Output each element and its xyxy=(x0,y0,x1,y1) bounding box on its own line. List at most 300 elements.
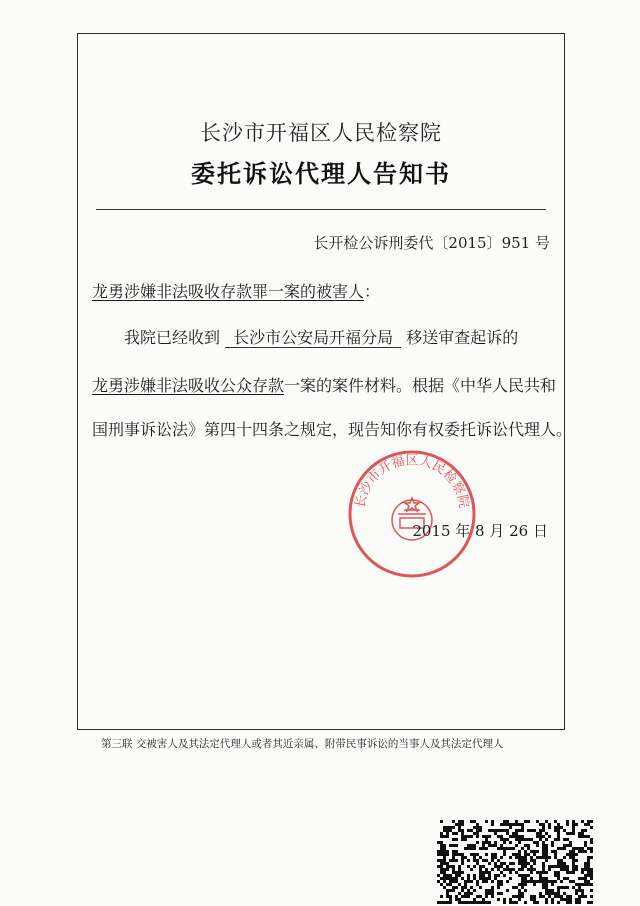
barcode-module xyxy=(563,868,566,871)
barcode-module xyxy=(527,880,530,883)
barcode-module xyxy=(503,820,506,823)
barcode-module xyxy=(554,853,557,856)
title-divider xyxy=(96,209,546,210)
barcode-module xyxy=(587,901,590,904)
barcode-module xyxy=(527,874,530,877)
barcode-module xyxy=(497,883,500,886)
barcode-module xyxy=(449,826,452,829)
barcode-module xyxy=(590,856,593,859)
barcode-module xyxy=(569,871,572,874)
barcode-module xyxy=(440,820,443,823)
barcode-module xyxy=(590,847,593,850)
barcode-module xyxy=(554,838,557,841)
barcode-module xyxy=(530,850,533,853)
body-line-2-suffix: 一案的案件材料。根据《中华人民共和 xyxy=(284,376,557,395)
barcode-module xyxy=(476,835,479,838)
barcode-module xyxy=(566,877,569,880)
barcode-module xyxy=(440,883,443,886)
barcode-module xyxy=(437,865,440,868)
addressee-name: 龙勇涉嫌非法吸收存款罪一案的被害人 xyxy=(92,282,365,301)
barcode-module xyxy=(491,856,494,859)
barcode-module xyxy=(518,838,521,841)
barcode-module xyxy=(524,877,527,880)
barcode-module xyxy=(548,889,551,892)
barcode-module xyxy=(452,844,455,847)
barcode-module xyxy=(491,859,494,862)
barcode-module xyxy=(449,859,452,862)
barcode-module xyxy=(500,865,503,868)
barcode-module xyxy=(449,844,452,847)
barcode-module xyxy=(578,895,581,898)
barcode-module xyxy=(485,859,488,862)
barcode-module xyxy=(545,850,548,853)
barcode-module xyxy=(584,895,587,898)
barcode-module xyxy=(545,853,548,856)
barcode-module xyxy=(443,826,446,829)
barcode-module xyxy=(539,895,542,898)
barcode-module xyxy=(476,853,479,856)
barcode-module xyxy=(443,853,446,856)
barcode-module xyxy=(584,850,587,853)
barcode-module xyxy=(542,883,545,886)
barcode-module xyxy=(440,895,443,898)
barcode-module xyxy=(545,892,548,895)
barcode-module xyxy=(581,832,584,835)
barcode-module xyxy=(461,838,464,841)
barcode-module xyxy=(500,880,503,883)
barcode-module xyxy=(554,865,557,868)
barcode-module xyxy=(524,889,527,892)
barcode-module xyxy=(581,895,584,898)
barcode-module xyxy=(536,835,539,838)
barcode-module xyxy=(533,850,536,853)
barcode-module xyxy=(524,874,527,877)
barcode-module xyxy=(437,880,440,883)
barcode-module xyxy=(482,859,485,862)
barcode-module xyxy=(509,868,512,871)
barcode-module xyxy=(491,868,494,871)
barcode-module xyxy=(566,823,569,826)
barcode-module xyxy=(473,859,476,862)
barcode-module xyxy=(458,823,461,826)
barcode-module xyxy=(461,823,464,826)
barcode-module xyxy=(446,835,449,838)
body-line-1 xyxy=(124,325,518,348)
barcode-module xyxy=(467,829,470,832)
barcode-module xyxy=(590,838,593,841)
barcode-module xyxy=(497,892,500,895)
barcode-module xyxy=(572,850,575,853)
barcode-module xyxy=(542,829,545,832)
barcode-module xyxy=(566,898,569,901)
barcode-module xyxy=(452,859,455,862)
barcode-module xyxy=(536,880,539,883)
barcode-module xyxy=(443,835,446,838)
barcode-module xyxy=(440,865,443,868)
barcode-module xyxy=(482,847,485,850)
barcode-module xyxy=(581,889,584,892)
barcode-module xyxy=(542,871,545,874)
barcode-module xyxy=(515,820,518,823)
barcode-module xyxy=(551,883,554,886)
barcode-module xyxy=(500,871,503,874)
barcode-module xyxy=(575,859,578,862)
barcode-module xyxy=(521,883,524,886)
barcode-module xyxy=(557,877,560,880)
barcode-module xyxy=(491,892,494,895)
barcode-module xyxy=(572,868,575,871)
barcode-module xyxy=(449,883,452,886)
barcode-module xyxy=(554,880,557,883)
barcode-module xyxy=(503,850,506,853)
barcode-module xyxy=(578,835,581,838)
barcode-module xyxy=(479,865,482,868)
barcode-module xyxy=(479,895,482,898)
barcode-module xyxy=(470,829,473,832)
barcode-module xyxy=(488,835,491,838)
barcode-module xyxy=(470,844,473,847)
barcode-module xyxy=(494,862,497,865)
barcode-module xyxy=(566,886,569,889)
barcode-module xyxy=(527,829,530,832)
barcode-module xyxy=(584,868,587,871)
barcode-module xyxy=(515,886,518,889)
barcode-module xyxy=(548,826,551,829)
barcode-module xyxy=(557,826,560,829)
barcode-module xyxy=(557,874,560,877)
barcode-module xyxy=(485,877,488,880)
barcode-module xyxy=(485,841,488,844)
barcode-module xyxy=(578,832,581,835)
barcode-module xyxy=(554,850,557,853)
barcode-module xyxy=(557,832,560,835)
barcode-module xyxy=(533,829,536,832)
barcode-module xyxy=(527,847,530,850)
barcode-module xyxy=(515,832,518,835)
barcode-module xyxy=(488,874,491,877)
barcode-module xyxy=(458,892,461,895)
barcode-module xyxy=(515,871,518,874)
barcode-module xyxy=(494,874,497,877)
barcode-module xyxy=(458,883,461,886)
barcode-module xyxy=(494,841,497,844)
barcode-module xyxy=(587,823,590,826)
barcode-module xyxy=(518,850,521,853)
barcode-module xyxy=(530,877,533,880)
document-title: 委托诉讼代理人告知书 xyxy=(191,159,451,188)
barcode-module xyxy=(578,847,581,850)
barcode-module xyxy=(515,895,518,898)
barcode-module xyxy=(464,883,467,886)
case-name-field: 龙勇涉嫌非法吸收公众存款 xyxy=(92,376,285,395)
barcode-module xyxy=(443,856,446,859)
barcode-module xyxy=(479,868,482,871)
barcode-module xyxy=(512,823,515,826)
barcode-module xyxy=(575,865,578,868)
barcode-module xyxy=(503,868,506,871)
barcode-module xyxy=(440,901,443,904)
barcode-module xyxy=(452,832,455,835)
barcode-module xyxy=(509,856,512,859)
barcode-module xyxy=(569,841,572,844)
barcode-module xyxy=(542,841,545,844)
barcode-module xyxy=(473,844,476,847)
barcode-module xyxy=(518,835,521,838)
barcode-module xyxy=(575,847,578,850)
barcode-module xyxy=(512,853,515,856)
barcode-module xyxy=(461,886,464,889)
barcode-module xyxy=(557,895,560,898)
barcode-module xyxy=(464,856,467,859)
barcode-module xyxy=(482,871,485,874)
barcode-module xyxy=(575,868,578,871)
barcode-module xyxy=(473,847,476,850)
barcode-module xyxy=(446,850,449,853)
barcode-module xyxy=(542,877,545,880)
barcode-module xyxy=(527,862,530,865)
barcode-module xyxy=(533,895,536,898)
barcode-module xyxy=(443,880,446,883)
barcode-module xyxy=(437,841,440,844)
barcode-module xyxy=(494,829,497,832)
barcode-module xyxy=(485,847,488,850)
barcode-module xyxy=(587,847,590,850)
barcode-module xyxy=(461,835,464,838)
barcode-module xyxy=(518,892,521,895)
barcode-module xyxy=(500,892,503,895)
barcode-module xyxy=(452,865,455,868)
barcode-module xyxy=(509,841,512,844)
barcode-module xyxy=(479,829,482,832)
barcode-module xyxy=(524,838,527,841)
addressee-colon: ： xyxy=(364,282,381,301)
barcode-module xyxy=(455,877,458,880)
barcode-module xyxy=(473,832,476,835)
barcode-module xyxy=(485,892,488,895)
barcode-module xyxy=(500,883,503,886)
barcode-module xyxy=(539,835,542,838)
barcode-module xyxy=(452,877,455,880)
barcode-module xyxy=(479,871,482,874)
barcode-module xyxy=(545,898,548,901)
barcode-module xyxy=(584,883,587,886)
barcode-module xyxy=(476,832,479,835)
barcode-module xyxy=(443,877,446,880)
barcode-module xyxy=(560,862,563,865)
barcode-module xyxy=(467,865,470,868)
barcode-module xyxy=(446,883,449,886)
barcode-module xyxy=(590,877,593,880)
barcode-module xyxy=(554,895,557,898)
barcode-module xyxy=(482,844,485,847)
barcode-module xyxy=(497,859,500,862)
barcode-module xyxy=(488,841,491,844)
barcode-module xyxy=(557,823,560,826)
barcode-module xyxy=(518,853,521,856)
barcode-module xyxy=(515,856,518,859)
barcode-module xyxy=(518,883,521,886)
barcode-module xyxy=(521,865,524,868)
barcode-module xyxy=(542,886,545,889)
barcode-module xyxy=(482,901,485,904)
barcode-module xyxy=(560,859,563,862)
barcode-module xyxy=(494,832,497,835)
barcode-module xyxy=(590,889,593,892)
barcode-module xyxy=(521,862,524,865)
barcode-module xyxy=(563,877,566,880)
barcode-module xyxy=(539,874,542,877)
barcode-module xyxy=(524,865,527,868)
barcode-module xyxy=(524,853,527,856)
barcode-module xyxy=(539,877,542,880)
barcode-module xyxy=(506,832,509,835)
barcode-module xyxy=(572,820,575,823)
barcode-module xyxy=(587,883,590,886)
barcode-module xyxy=(491,880,494,883)
barcode-module xyxy=(548,835,551,838)
barcode-module xyxy=(530,838,533,841)
barcode-module xyxy=(554,856,557,859)
barcode-module xyxy=(557,838,560,841)
barcode-module xyxy=(530,859,533,862)
barcode-module xyxy=(485,871,488,874)
barcode-module xyxy=(536,820,539,823)
barcode-module xyxy=(512,862,515,865)
barcode-module xyxy=(539,871,542,874)
barcode-module xyxy=(497,865,500,868)
barcode-module xyxy=(536,832,539,835)
barcode-module xyxy=(446,832,449,835)
barcode-module xyxy=(575,898,578,901)
barcode-module xyxy=(455,895,458,898)
barcode-module xyxy=(566,868,569,871)
barcode-module xyxy=(557,892,560,895)
barcode-module xyxy=(497,847,500,850)
barcode-module xyxy=(545,880,548,883)
barcode-module xyxy=(524,820,527,823)
barcode-module xyxy=(461,832,464,835)
barcode-module xyxy=(533,898,536,901)
barcode-module xyxy=(542,844,545,847)
barcode-module xyxy=(581,868,584,871)
barcode-module xyxy=(467,877,470,880)
barcode-module xyxy=(524,862,527,865)
barcode-module xyxy=(467,847,470,850)
barcode-module xyxy=(509,847,512,850)
barcode-module xyxy=(509,835,512,838)
barcode-module xyxy=(521,868,524,871)
official-seal xyxy=(346,448,478,580)
barcode-module xyxy=(509,823,512,826)
barcode-module xyxy=(464,838,467,841)
barcode-module xyxy=(566,838,569,841)
document-border xyxy=(77,33,573,730)
barcode-module xyxy=(443,874,446,877)
barcode-module xyxy=(572,832,575,835)
barcode-module xyxy=(449,829,452,832)
barcode-module xyxy=(476,823,479,826)
barcode-module xyxy=(578,898,581,901)
barcode-module xyxy=(536,841,539,844)
barcode-module xyxy=(539,880,542,883)
barcode-module xyxy=(563,892,566,895)
barcode-module xyxy=(533,859,536,862)
barcode-module xyxy=(467,880,470,883)
barcode-module xyxy=(458,871,461,874)
barcode-module xyxy=(545,883,548,886)
barcode-module xyxy=(494,865,497,868)
barcode-module xyxy=(554,892,557,895)
barcode-module xyxy=(467,844,470,847)
barcode-module xyxy=(590,883,593,886)
barcode-module xyxy=(578,901,581,904)
barcode-module xyxy=(545,856,548,859)
barcode-module xyxy=(488,901,491,904)
barcode-module xyxy=(542,850,545,853)
barcode-module xyxy=(461,853,464,856)
barcode-module xyxy=(521,838,524,841)
barcode-module xyxy=(542,895,545,898)
barcode-module xyxy=(503,841,506,844)
barcode-module xyxy=(560,898,563,901)
barcode-module xyxy=(440,841,443,844)
barcode-module xyxy=(506,847,509,850)
barcode-module xyxy=(533,883,536,886)
barcode-module xyxy=(452,889,455,892)
barcode-module xyxy=(566,832,569,835)
barcode-module xyxy=(590,901,593,904)
barcode-module xyxy=(443,868,446,871)
copy-footnote: 第三联 交被害人及其法定代理人或者其近亲属、附带民事诉讼的当事人及其法定代理人 xyxy=(101,738,504,750)
barcode-module xyxy=(551,880,554,883)
barcode-module xyxy=(533,862,536,865)
barcode-module xyxy=(449,865,452,868)
barcode-module xyxy=(551,892,554,895)
barcode-module xyxy=(494,856,497,859)
barcode-module xyxy=(446,826,449,829)
barcode-module xyxy=(482,835,485,838)
barcode-module xyxy=(458,853,461,856)
barcode-module xyxy=(506,838,509,841)
barcode-module xyxy=(569,853,572,856)
barcode-module xyxy=(572,847,575,850)
barcode-module xyxy=(584,865,587,868)
barcode-module xyxy=(458,874,461,877)
barcode-module xyxy=(509,862,512,865)
barcode-module xyxy=(539,832,542,835)
barcode-module xyxy=(548,856,551,859)
barcode-module xyxy=(470,880,473,883)
barcode-module xyxy=(464,895,467,898)
barcode-module xyxy=(557,862,560,865)
barcode-module xyxy=(587,871,590,874)
barcode-module xyxy=(491,820,494,823)
barcode-module xyxy=(482,877,485,880)
barcode-module xyxy=(542,823,545,826)
barcode-module xyxy=(563,862,566,865)
barcode-module xyxy=(584,862,587,865)
barcode-module xyxy=(446,892,449,895)
barcode-module xyxy=(449,895,452,898)
barcode-module xyxy=(473,898,476,901)
barcode-module xyxy=(446,877,449,880)
barcode-module xyxy=(458,901,461,904)
barcode-module xyxy=(524,856,527,859)
barcode-module xyxy=(488,844,491,847)
barcode-module xyxy=(587,880,590,883)
barcode-module xyxy=(590,868,593,871)
barcode-module xyxy=(530,871,533,874)
